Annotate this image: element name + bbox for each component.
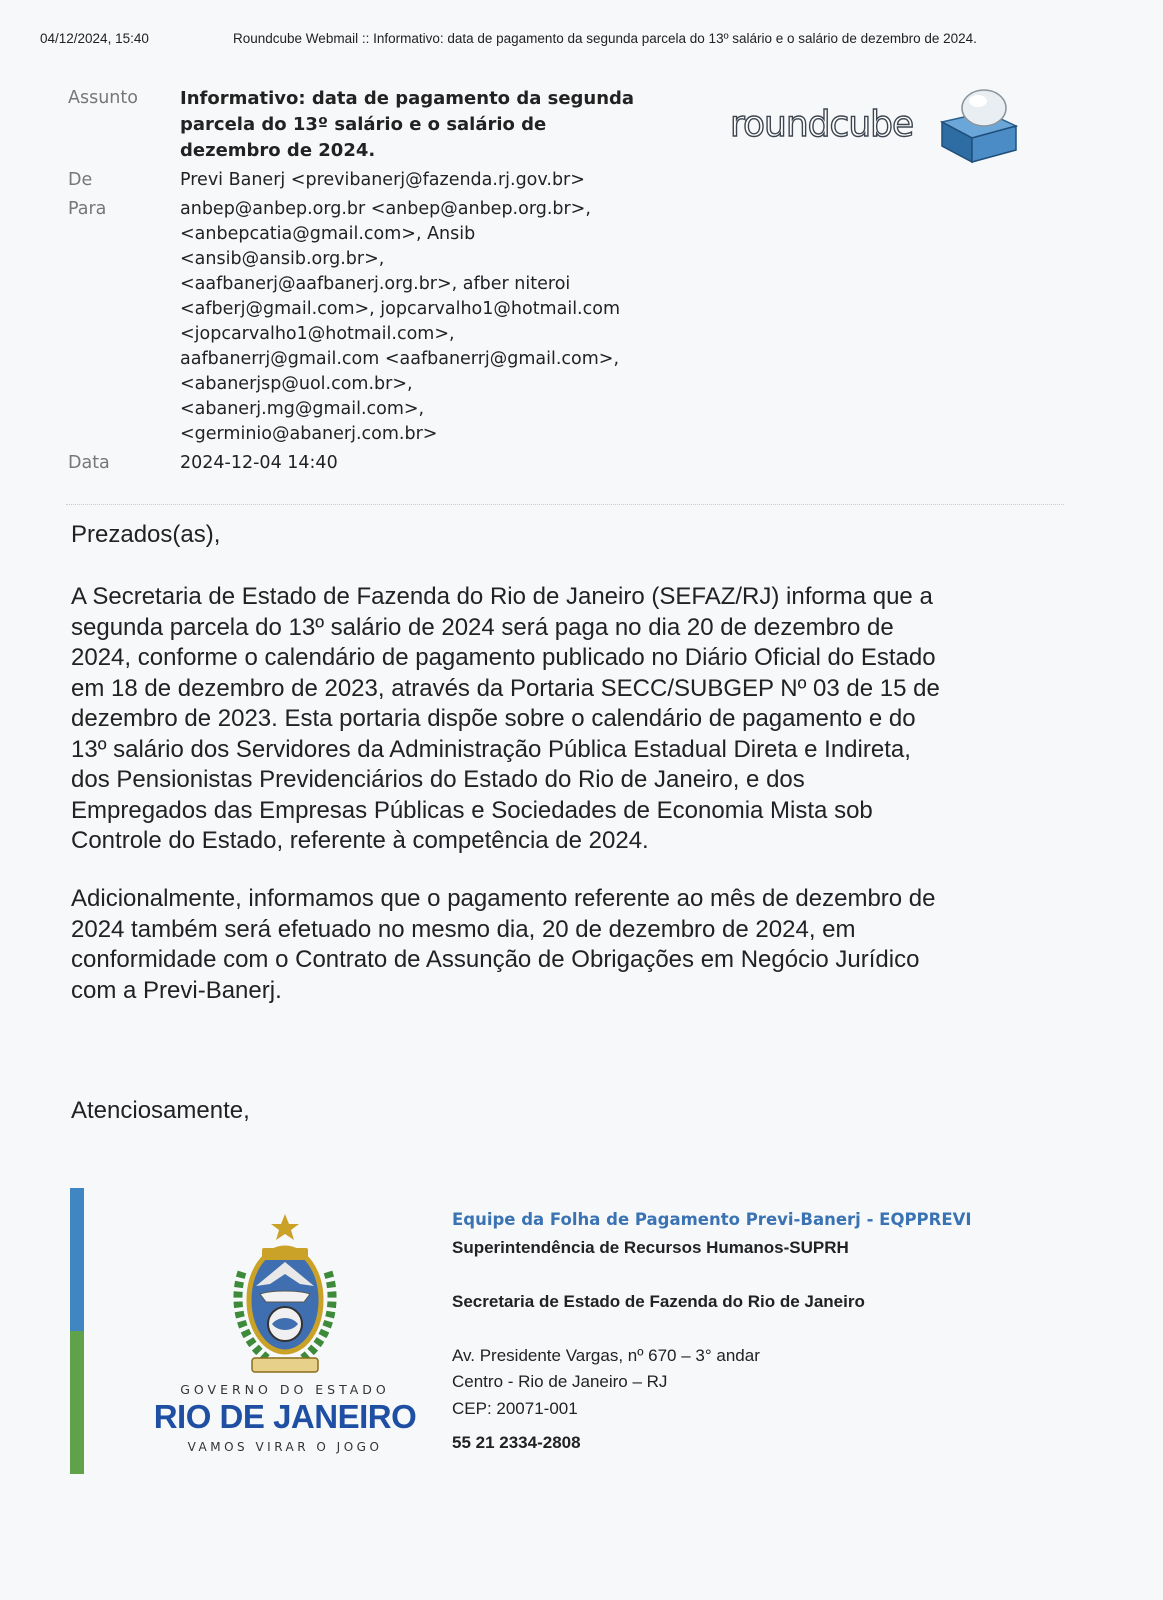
body-line: 13º salário dos Servidores da Administração Pública Estadual Direta e Indireta, xyxy=(71,735,911,763)
from-value[interactable]: Previ Banerj <previbanerj@fazenda.rj.gov.br> xyxy=(180,170,585,190)
recipient-line[interactable]: <germinio@abanerj.com.br> xyxy=(180,424,438,444)
recipient-line[interactable]: <ansib@ansib.org.br>, xyxy=(180,249,385,269)
roundcube-logo xyxy=(730,86,1030,166)
signature-org: Secretaria de Estado de Fazenda do Rio de Janeiro xyxy=(452,1292,865,1311)
subject-line: parcela do 13º salário e o salário de xyxy=(180,114,547,135)
recipient-line[interactable]: aafbanerrj@gmail.com <aafbanerrj@gmail.com>, xyxy=(180,349,620,369)
to-value xyxy=(180,197,708,447)
signature-bar-green xyxy=(70,1331,84,1474)
subject-line: dezembro de 2024. xyxy=(180,140,376,161)
from-label: De xyxy=(68,170,93,190)
body-line: Adicionalmente, informamos que o pagamento referente ao mês de dezembro de xyxy=(71,885,936,912)
subject-label: Assunto xyxy=(68,88,138,108)
roundcube-cube-icon xyxy=(936,86,1022,164)
subject-value xyxy=(180,86,708,164)
recipient-line[interactable]: <aafbanerj@aafbanerj.org.br>, afber niteroi xyxy=(180,274,571,294)
body-line: dezembro de 2023. Esta portaria dispõe sobre o calendário de pagamento e do xyxy=(71,705,916,732)
date-row xyxy=(68,451,708,476)
to-label: Para xyxy=(68,199,107,219)
body-line: 2024 também será efetuado no mesmo dia, 20 de dezembro de 2024, em xyxy=(71,915,856,943)
body-line: Controle do Estado, referente à competência de 2024. xyxy=(71,827,649,854)
signature-address-2: Centro - Rio de Janeiro – RJ xyxy=(452,1372,668,1391)
date-value: 2024-12-04 14:40 xyxy=(180,453,338,473)
signature-address-1: Av. Presidente Vargas, nº 670 – 3° andar xyxy=(452,1346,760,1365)
to-row xyxy=(68,197,708,447)
subject-line: Informativo: data de pagamento da segunda xyxy=(180,88,635,109)
paragraph-1 xyxy=(71,582,1056,857)
body-line: em 18 de dezembro de 2023, através da Portaria SECC/SUBGEP Nº 03 de 15 de xyxy=(71,674,940,702)
subject-row xyxy=(68,86,708,164)
recipient-line[interactable]: <jopcarvalho1@hotmail.com>, xyxy=(180,324,455,344)
gov-logo-main-text: RIO DE JANEIRO xyxy=(153,1398,417,1435)
signature-cep: CEP: 20071-001 xyxy=(452,1399,578,1418)
signature-dept: Superintendência de Recursos Humanos-SUPRH xyxy=(452,1238,849,1257)
recipient-line[interactable]: anbep@anbep.org.br <anbep@anbep.org.br>, xyxy=(180,199,591,219)
rj-government-logo xyxy=(150,1212,420,1470)
recipient-line[interactable]: <abanerj.mg@gmail.com>, xyxy=(180,399,425,419)
recipient-line[interactable]: <abanerjsp@uol.com.br>, xyxy=(180,374,413,394)
print-page-title: Roundcube Webmail :: Informativo: data de pagamento da segunda parcela do 13º salário e o salário de dezembro de 2024. xyxy=(233,31,977,46)
recipient-line[interactable]: <anbepcatia@gmail.com>, Ansib xyxy=(180,224,476,244)
roundcube-logo-text: roundcube xyxy=(730,104,914,145)
from-row xyxy=(68,168,708,193)
closing: Atenciosamente, xyxy=(71,1097,250,1124)
body-line: com a Previ-Banerj. xyxy=(71,976,282,1004)
rj-coat-of-arms-icon xyxy=(212,1212,358,1380)
greeting: Prezados(as), xyxy=(71,521,221,548)
body-line: 2024, conforme o calendário de pagamento publicado no Diário Oficial do Estado xyxy=(71,644,936,671)
recipient-line[interactable]: <afberj@gmail.com>, jopcarvalho1@hotmail.com xyxy=(180,299,620,319)
body-line: dos Pensionistas Previdenciários do Estado do Rio de Janeiro, e dos xyxy=(71,766,805,793)
paragraph-2 xyxy=(71,884,1056,1006)
signature-color-bar xyxy=(70,1188,84,1474)
email-headers xyxy=(68,86,708,480)
date-label: Data xyxy=(68,453,110,473)
header-divider xyxy=(66,504,1064,505)
body-line: conformidade com o Contrato de Assunção de Obrigações em Negócio Jurídico xyxy=(71,946,920,973)
body-line: segunda parcela do 13º salário de 2024 será paga no dia 20 de dezembro de xyxy=(71,613,894,641)
signature-bar-blue xyxy=(70,1188,84,1331)
gov-logo-slogan: VAMOS VIRAR O JOGO xyxy=(187,1440,383,1454)
body-line: Empregados das Empresas Públicas e Sociedades de Economia Mista sob xyxy=(71,796,873,824)
signature-phone[interactable]: 55 21 2334-2808 xyxy=(452,1433,581,1452)
print-datetime: 04/12/2024, 15:40 xyxy=(40,31,149,46)
gov-logo-top-text: GOVERNO DO ESTADO xyxy=(180,1382,390,1397)
body-line: A Secretaria de Estado de Fazenda do Rio de Janeiro (SEFAZ/RJ) informa que a xyxy=(71,583,933,610)
signature-team: Equipe da Folha de Pagamento Previ-Banerj - EQPPREVI xyxy=(452,1210,972,1229)
